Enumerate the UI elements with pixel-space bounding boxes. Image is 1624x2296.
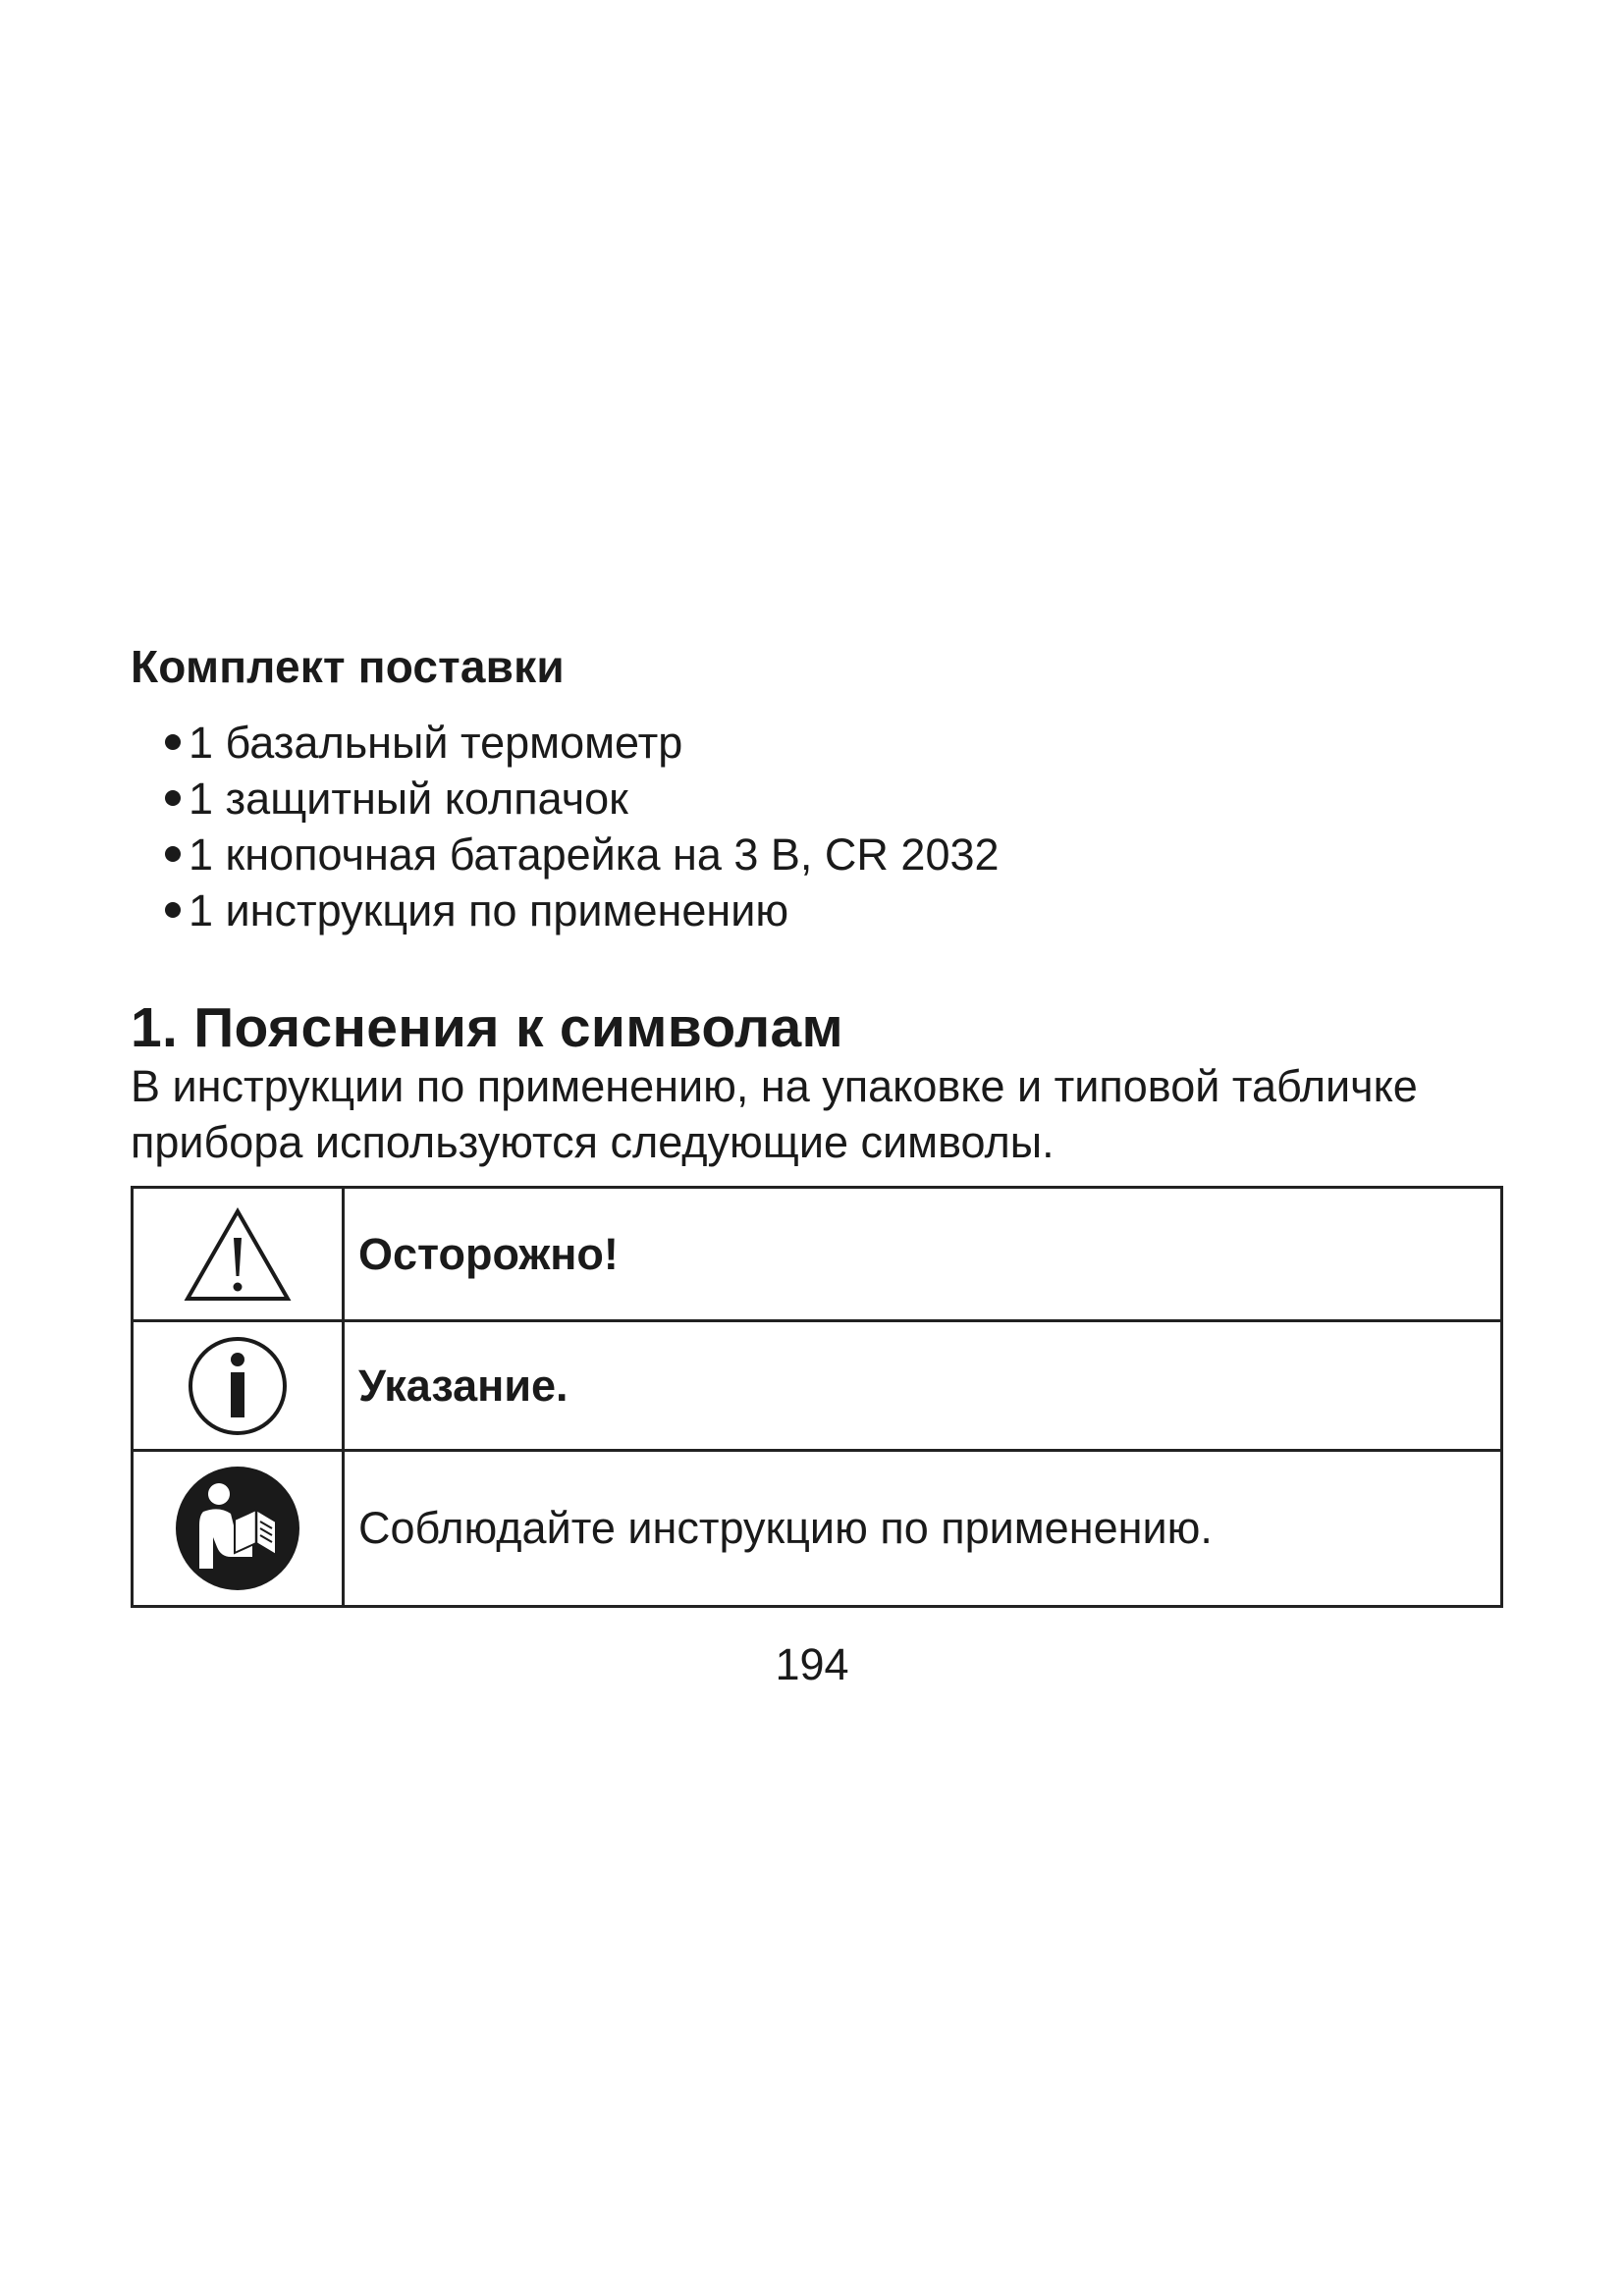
list-item bbox=[165, 827, 1000, 882]
warning-triangle-icon bbox=[134, 1205, 342, 1304]
symbol-cell bbox=[133, 1321, 344, 1451]
list-item bbox=[165, 715, 1000, 771]
page-number: 194 bbox=[775, 1639, 849, 1689]
table-row bbox=[133, 1321, 1502, 1451]
symbol-cell bbox=[133, 1188, 344, 1321]
bullet-icon bbox=[165, 902, 181, 918]
intro-paragraph: В инструкции по применению, на упаковке и типовой табличке прибора используются следующие символы. bbox=[131, 1061, 1418, 1167]
info-circle-icon bbox=[134, 1335, 342, 1437]
list-item bbox=[165, 882, 1000, 938]
chapter-title: 1. Пояснения к символам bbox=[131, 996, 843, 1059]
symbol-cell bbox=[133, 1451, 344, 1607]
bullet-icon bbox=[165, 790, 181, 806]
bullet-icon bbox=[165, 734, 181, 750]
list-item-text: 1 кнопочная батарейка на 3 В, CR 2032 bbox=[189, 829, 1000, 880]
read-manual-icon bbox=[134, 1465, 342, 1592]
table-row bbox=[133, 1451, 1502, 1607]
symbols-table bbox=[131, 1186, 1503, 1608]
list-item-text: 1 защитный колпачок bbox=[189, 774, 628, 824]
warning-text: Осторожно! bbox=[344, 1188, 1502, 1321]
list-item-text: 1 инструкция по применению bbox=[189, 885, 789, 935]
package-contents-heading: Комплект поставки bbox=[131, 641, 565, 692]
package-contents-list bbox=[165, 715, 1000, 938]
note-text: Указание. bbox=[344, 1321, 1502, 1451]
follow-instructions-text: Соблюдайте инструкцию по применению. bbox=[344, 1451, 1502, 1607]
bullet-icon bbox=[165, 846, 181, 862]
list-item-text: 1 базальный термометр bbox=[189, 718, 683, 768]
table-row bbox=[133, 1188, 1502, 1321]
list-item bbox=[165, 771, 1000, 827]
